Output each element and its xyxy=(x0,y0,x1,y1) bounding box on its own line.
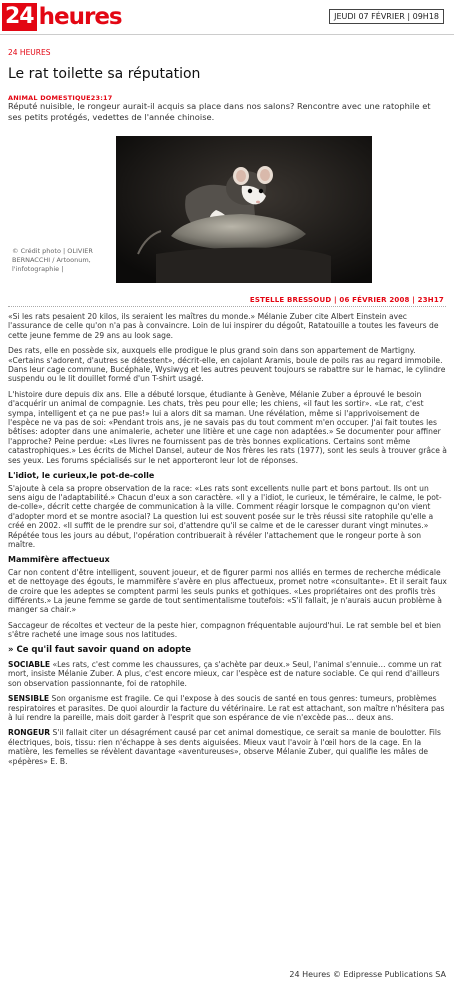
section-label: 24 HEURES xyxy=(8,48,51,57)
footer-copyright: 24 Heures © Edipresse Publications SA xyxy=(289,970,446,979)
paragraph: S'ajoute à cela sa propre observation de la race: «Les rats sont excellents nulle part et bons partout. Ils ont un sens aigu de l'adaptabilité.» Chacun d'eux a son caractère. «Il y a l'idiot, le curieux, le téméraire, le calme, le pot-de-colle», décrit cette chargée de communication à la ville. Comment réagir lorsque le compagnon qu'on vient d'adopter mord et se montre asocial? La question lui est souvent posée sur le très réussi site ratophile qu'elle a créé en 2002. «Il suffit de le prendre sur soi, d'attendre qu'il se calme et de le caresser durant vingt minutes.» Répétée tous les jours au début, l'opération contribuerait à révéler l'attachement que le rongeur porte à son maître. xyxy=(8,483,442,549)
logo-word: heures xyxy=(38,4,122,30)
rat-photo xyxy=(116,136,372,283)
box-item-label: RONGEUR xyxy=(8,728,51,738)
article-body xyxy=(8,312,448,772)
article-lead: Réputé nuisible, le rongeur aurait-il acquis sa place dans nos salons? Rencontre avec une ratophile et ses petits protégés, vedettes de l'année chinoise. xyxy=(8,101,431,122)
byline-divider xyxy=(8,306,446,307)
paragraph: Saccageur de récoltes et vecteur de la peste hier, compagnon fréquentable aujourd'hui. Le rat semble bel et bien s'être racheté une image sous nos latitudes. xyxy=(8,620,441,640)
rat-photo-image xyxy=(116,136,372,283)
date-box: JEUDI 07 FÉVRIER | 09H18 xyxy=(329,9,444,24)
paragraph: Des rats, elle en possède six, auxquels elle prodigue le plus grand soin dans son appartement de Martigny. «Certains s'adorent, d'autres se détestent», décrit-elle, en cajolant Aramis, boule de poils ras au regard immobile. Dans leur cage commune, Bucéphale, Wysiwyg et les autres peuvent toujours se rabattre sur le hamac, le cylindre suspendu ou le lit douillet formé d'un T-shirt usagé. xyxy=(8,346,446,384)
subheading: L'idiot, le curieux,le pot-de-colle xyxy=(8,471,155,481)
box-item xyxy=(8,728,448,766)
box-item-text: S'il fallait citer un désagrément causé par cet animal domestique, ce serait sa manie de boulotter. Fils électriques, bois, tissu: rien n'échappe à ses dents aiguisées. Mieux vaut l'avoir à l'œil hors de la cage. En la matière, les femelles se révèlent davantage «aventureuses», observe Mélanie Zuber, qui qualifie les mâles de «pépères» E. B. xyxy=(8,728,441,766)
article-byline: ESTELLE BRESSOUD | 06 FÉVRIER 2008 | 23H17 xyxy=(249,296,444,304)
box-item xyxy=(8,694,448,722)
subheading: Mammifère affectueux xyxy=(8,555,110,565)
box-item-label: SENSIBLE xyxy=(8,694,50,704)
logo-number: 24 xyxy=(2,3,37,31)
site-logo[interactable] xyxy=(2,3,122,31)
box-item xyxy=(8,660,448,688)
paragraph: L'histoire dure depuis dix ans. Elle a débuté lorsque, étudiante à Genève, Mélanie Zuber a éprouvé le besoin d'acquérir un animal de compagnie. Les chats, très peu pour elle; les chiens, «il faut les sortir». «Le rat, c'est sympa, intelligent et ça ne pue pas!» lui a alors dit sa maman. Une révélation, même si l'apprivoisement de l'espèce ne va pas de soi: «Pendant trois ans, je ne savais pas du tout comment m'en occuper. J'ai fait toutes les bêtises: adopter dans une animalerie, acheter une litière et une cage non adaptées.» Se documenter pour affiner l'approche? Peine perdue: «Les livres ne fournissent pas de très bonnes explications. Certains sont même catastrophiques.» Les écrits de Michel Dansel, auteur de Nos frères les rats (1977), sont les seuls à trouver grâce à ses yeux. Les forums spécialisés sur le net apporteront leur lot de réponses. xyxy=(8,389,447,465)
box-item-label: SOCIABLE xyxy=(8,660,51,669)
box-heading: » Ce qu'il faut savoir quand on adopte xyxy=(8,644,192,655)
paragraph: «Si les rats pesaient 20 kilos, ils seraient les maîtres du monde.» Mélanie Zuber cite Albert Einstein avec l'assurance de celle qu'on n'a pas à convaincre. Loin de lui inspirer du dégoût, Ratatouille a toutes les faveurs de cette jeune femme de 29 ans au look sage. xyxy=(8,312,439,340)
paragraph: Car non content d'être intelligent, souvent joueur, et de figurer parmi nos alliés en termes de recherche médicale et de nettoyage des égouts, le mammifère s'avère en plus affectueux, promet notre «consultante». Et il serait faux de croire que les adeptes se comptent parmi les seuls punks et gothiques. «Les propriétaires ont des profils très différents.» La jeune femme se garde de tout sentimentalisme toutefois: «S'il fallait, je n'aurais aucun problème à manger sa chair.» xyxy=(8,567,447,615)
article-title: Le rat toilette sa réputation xyxy=(8,66,201,82)
box-item-text: «Les rats, c'est comme les chaussures, ça s'achète par deux.» Seul, l'animal s'ennuie… comme un rat mort, insiste Mélanie Zuber. A plus, c'est encore mieux, car l'espèce est de nature sociable. Ce qui rend d'ailleurs son observation passionnante, foi de ratophile. xyxy=(8,660,442,688)
article-kicker: ANIMAL DOMESTIQUE23:17 xyxy=(8,94,113,102)
box-item-text: Son organisme est fragile. Ce qui l'expose à des soucis de santé en tous genres: tumeurs, problèmes respiratoires et parasites. De quoi alourdir la facture du vétérinaire. Le rat est attachant, son maître n'hésitera pas à lui rendre la pareille, mais doit garder à l'esprit que son espérance de vie n'excède pas… deux ans. xyxy=(8,694,445,723)
photo-credit: © Crédit photo | OLIVIER BERNACCHI / Artoonum, l'infotographie | xyxy=(12,247,93,273)
masthead xyxy=(0,0,454,35)
